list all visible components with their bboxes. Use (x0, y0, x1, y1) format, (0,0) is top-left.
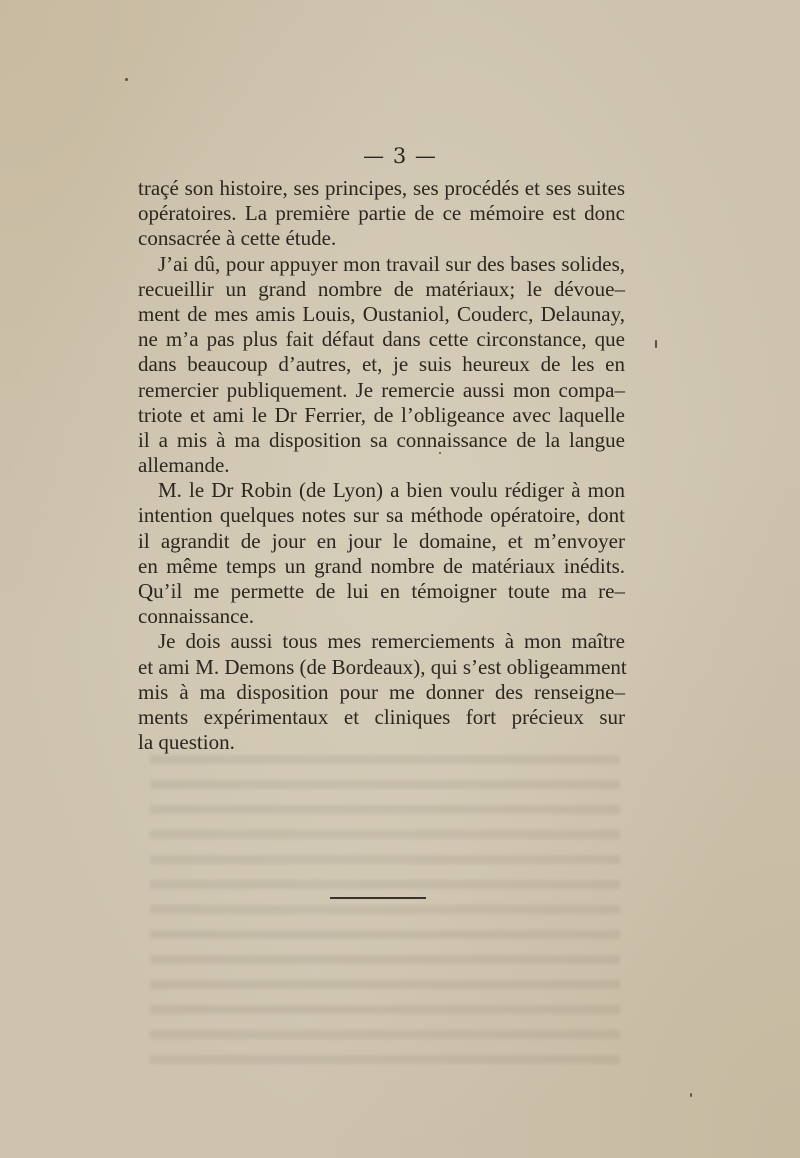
text-line: dans beaucoup d’autres, et, je suis heureux de les en (138, 352, 625, 377)
text-line: allemande. (138, 453, 230, 478)
text-line: opératoires. La première partie de ce mémoire est donc (138, 201, 625, 226)
paragraph (138, 252, 625, 479)
text-line: M. le Dr Robin (de Lyon) a bien voulu rédiger à mon (158, 478, 625, 503)
text-line: en même temps un grand nombre de matériaux inédits. (138, 553, 625, 578)
text-line: il agrandit de jour en jour le domaine, et m’envoyer (138, 528, 625, 553)
paper-speck (125, 78, 128, 81)
text-line: il a mis à ma disposition sa connaissance de la langue (138, 427, 625, 452)
text-line: la question. (138, 730, 235, 755)
page-number: — 3 — (363, 144, 437, 168)
text-line: Qu’il me permette de lui en témoigner toute ma re– (138, 579, 625, 603)
text-line: remercier publiquement. Je remercie aussi mon compa– (138, 377, 625, 402)
text-line: ments expérimentaux et cliniques fort précieux sur (138, 704, 625, 729)
paper-speck (655, 340, 657, 348)
text-line: ment de mes amis Louis, Oustaniol, Couderc, Delaunay, (138, 301, 625, 326)
paper-speck (439, 452, 441, 454)
bleed-through-shadow (150, 755, 620, 1075)
text-line: traçé son histoire, ses principes, ses procédés et ses suites (138, 176, 625, 200)
text-line: consacrée à cette étude. (138, 226, 337, 251)
body-text (138, 176, 625, 755)
text-line: Je dois aussi tous mes remerciements à mon maître (158, 629, 625, 654)
paragraph (138, 478, 625, 629)
text-line: connaissance. (138, 604, 255, 629)
text-line: intention quelques notes sur sa méthode opératoire, dont (138, 503, 625, 528)
text-line: recueillir un grand nombre de matériaux; le dévoue– (138, 276, 625, 301)
text-line: ne m’a pas plus fait défaut dans cette circonstance, que (138, 327, 625, 352)
text-line: mis à ma disposition pour me donner des renseigne– (138, 679, 625, 704)
paragraph (138, 629, 625, 755)
paper-speck (690, 1093, 692, 1097)
text-line: et ami M. Demons (de Bordeaux), qui s’est obligeamment (138, 654, 627, 679)
paragraph (138, 176, 625, 252)
section-divider-rule (330, 897, 426, 899)
text-line: triote et ami le Dr Ferrier, de l’obligeance avec laquelle (138, 402, 625, 427)
text-line: J’ai dû, pour appuyer mon travail sur des bases solides, (158, 251, 625, 276)
